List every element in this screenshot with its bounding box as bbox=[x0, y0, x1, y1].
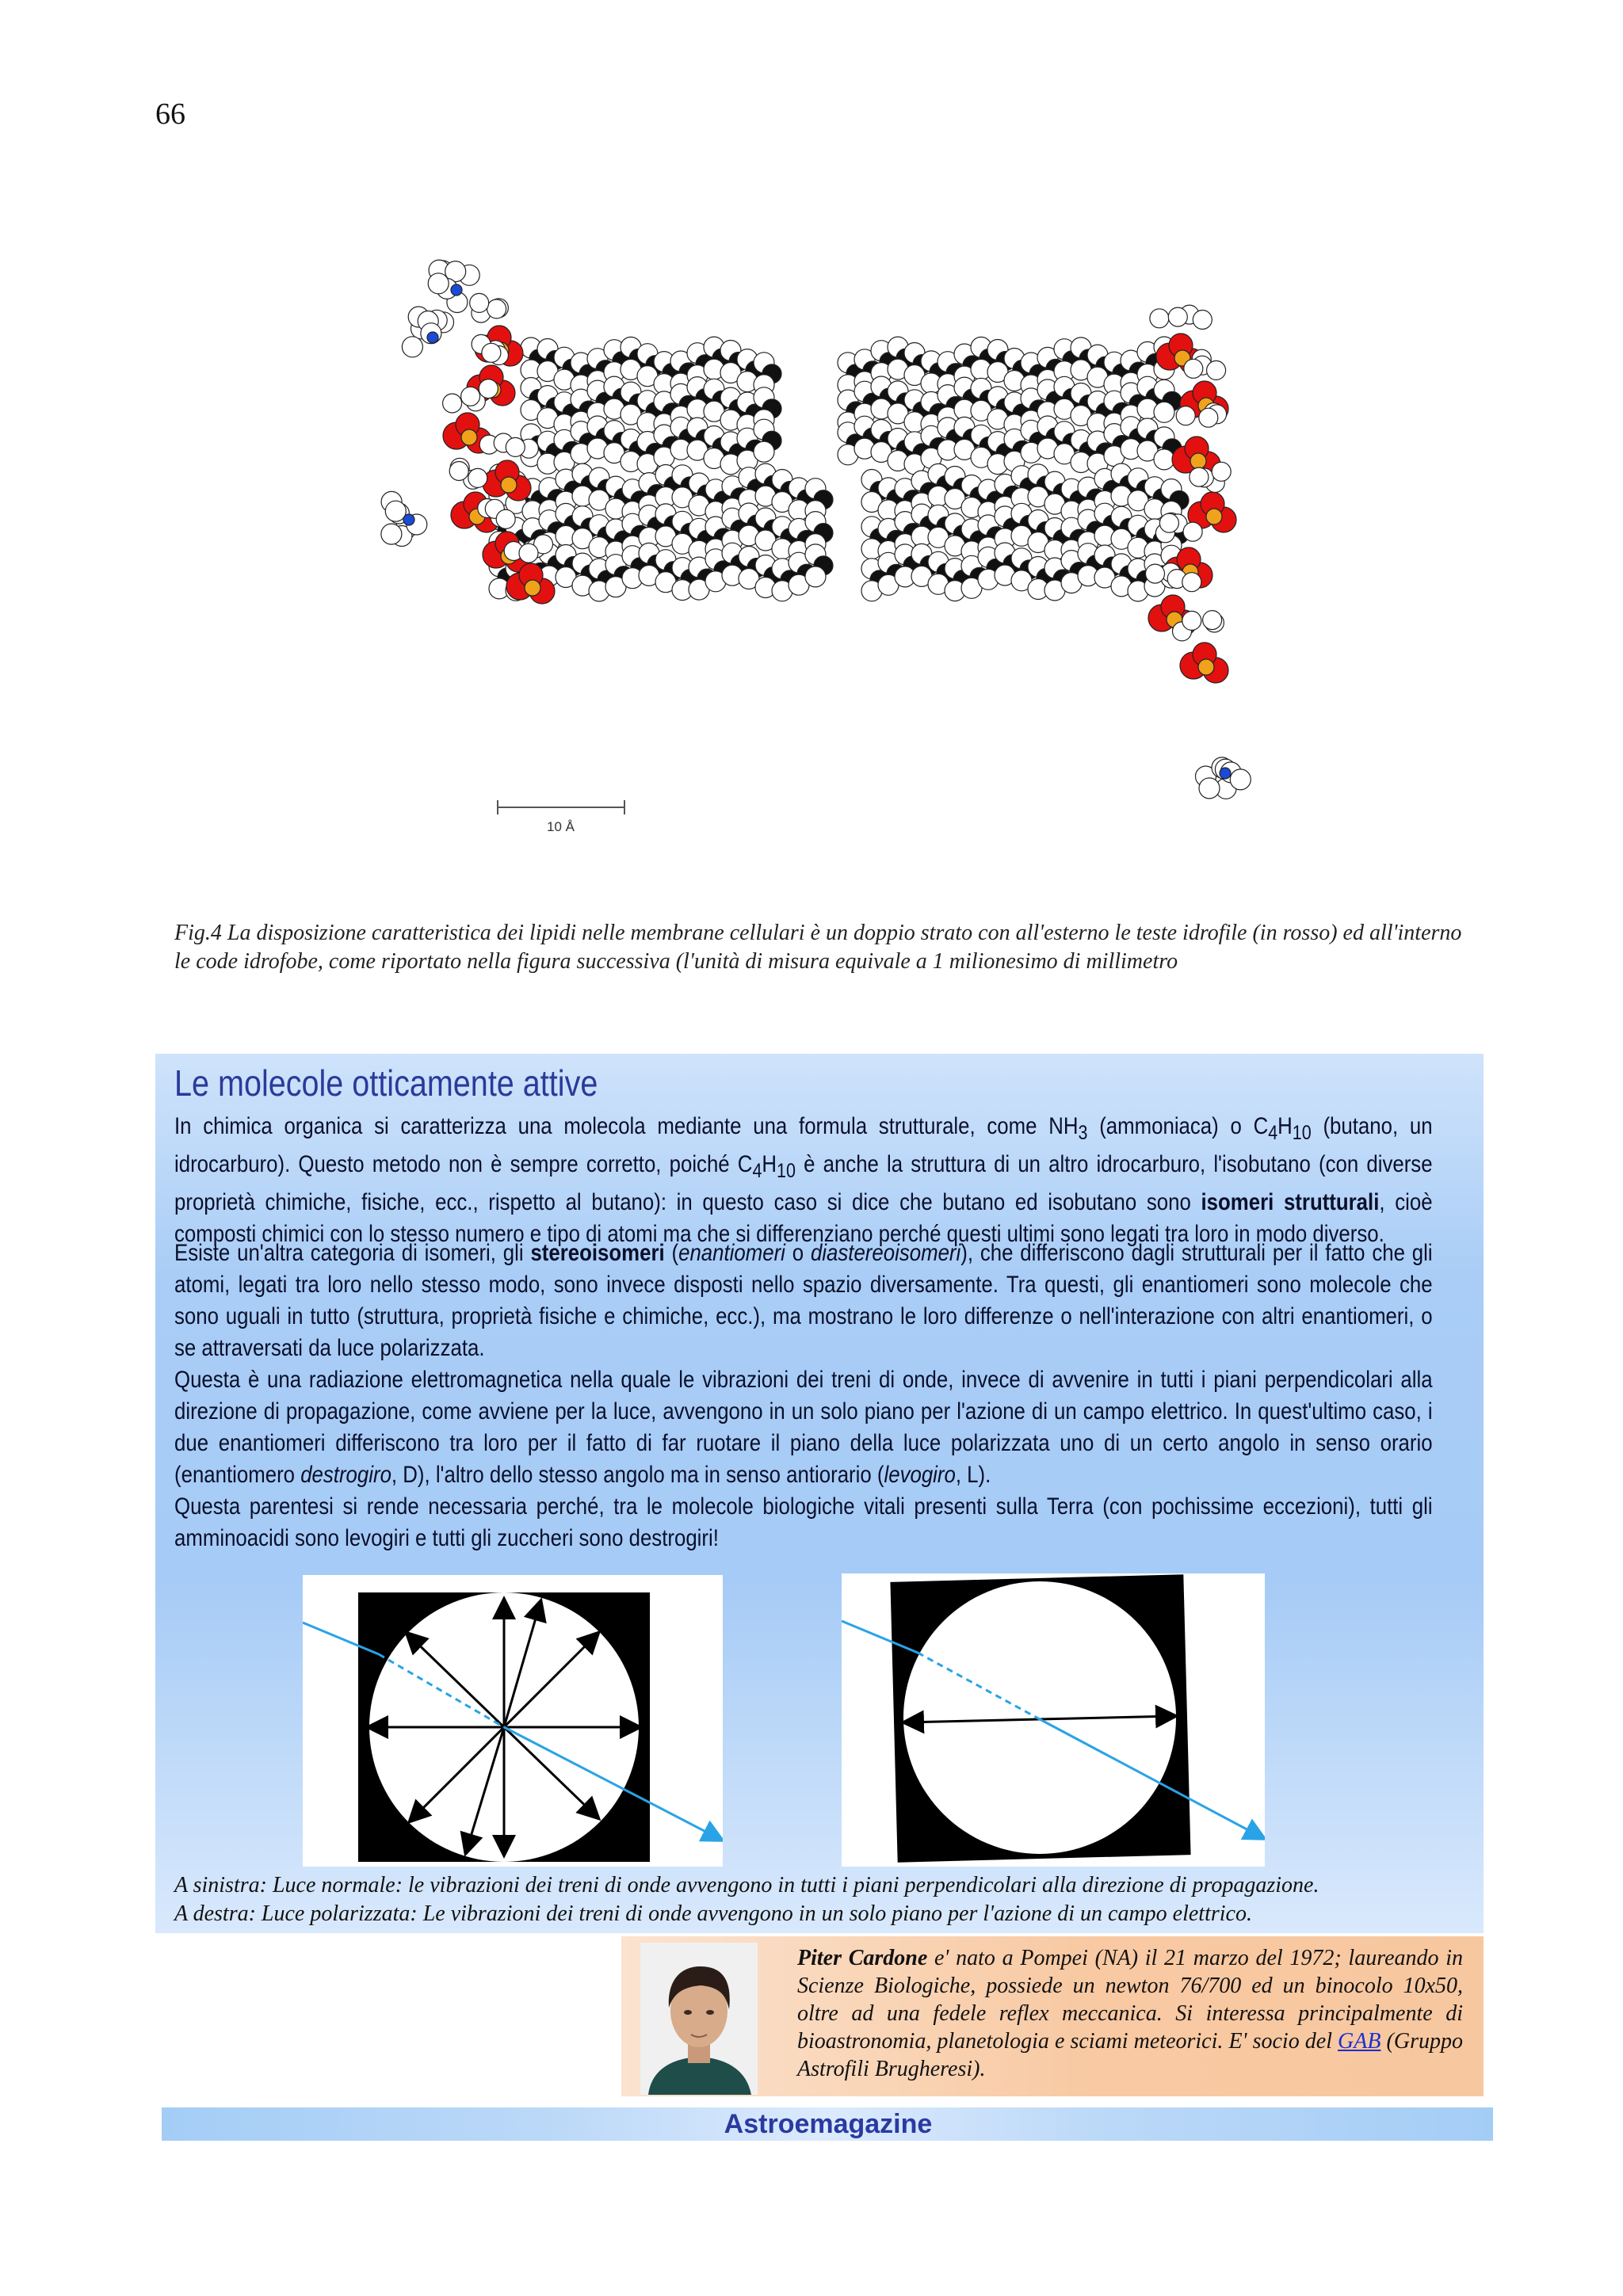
scale-label: 10 Å bbox=[547, 819, 575, 834]
author-bio: Piter Cardone e' nato a Pompei (NA) il 21 marzo del 1972; laureando in Scienze Biologiche, possiede un newton 76/700 ed un binocolo 10x50, oltre ad una fedele reflex meccanica. Si interessa principalmente di bioastronomia, planetologia e sciami meteorici. E' socio del GAB (Gruppo Astrofili Brugheresi). bbox=[797, 1946, 1463, 2081]
atom bbox=[519, 543, 538, 563]
atom bbox=[1168, 307, 1187, 326]
atom bbox=[1159, 513, 1178, 532]
author-name: Piter Cardone bbox=[797, 1946, 928, 1970]
term-stereoisomeri: stereoisomeri bbox=[530, 1240, 665, 1266]
atom bbox=[461, 429, 477, 445]
atom bbox=[1203, 611, 1222, 630]
atom bbox=[487, 299, 506, 318]
atom bbox=[449, 462, 468, 481]
atom bbox=[402, 337, 422, 357]
normal-light-diagram bbox=[303, 1575, 723, 1867]
atom bbox=[1154, 402, 1174, 422]
author-photo bbox=[640, 1943, 758, 2095]
diagram-caption-left: A sinistra: Luce normale: le vibrazioni dei treni di onde avvengono in tutti i piani perpendicolari alla direzione di propagazione. bbox=[174, 1873, 1319, 1897]
diagram-caption bbox=[174, 1871, 1490, 1928]
atom bbox=[754, 441, 774, 462]
paragraph-4: Questa parentesi si rende necessaria perché, tra le molecole biologiche vitali presenti sulla Terra (con pochissime eccezioni), tutti gli amminoacidi sono levogiri e tutti gli zuccheri sono destrogiri! bbox=[174, 1493, 1433, 1551]
atom bbox=[428, 273, 449, 294]
atom bbox=[1220, 768, 1231, 779]
atom bbox=[1176, 406, 1195, 425]
paragraph-1: In chimica organica si caratterizza una molecola mediante una formula strutturale, come $NH_3$ (ammoniaca) o $C_4H_{10}$ (butano, un idrocarburo). Questo metodo non è sempre corretto, poiché $C_4H_{10}$ è anche la struttura di un altro idrocarburo, l'isobutano (con diverse proprietà chimiche, fisiche, ecc., rispetto al butano): in questo caso si dice che butano ed isobutano sono isomeri strutturali, cioè composti chimici con lo stesso numero e tipo di atomi ma che si differenziano perché questi ultimi sono legati tra loro in modo diverso. bbox=[174, 1113, 1433, 1247]
atom bbox=[1183, 522, 1202, 541]
atom bbox=[1207, 360, 1226, 379]
atom bbox=[1154, 449, 1174, 470]
atom bbox=[385, 501, 406, 521]
footer-title: Astroemagazine bbox=[724, 2109, 933, 2139]
atom bbox=[1184, 359, 1203, 378]
page-number: 66 bbox=[155, 97, 185, 131]
atom bbox=[501, 477, 517, 493]
atom bbox=[1206, 509, 1222, 524]
atom bbox=[525, 580, 540, 596]
atom bbox=[506, 437, 525, 456]
atom bbox=[403, 514, 414, 525]
atom bbox=[468, 468, 487, 487]
paragraph-2: Esiste un'altra categoria di isomeri, gli stereoisomeri (enantiomeri o diastereoisomeri), che differiscono dagli strutturali per il fatto che gli atomi, legati tra loro nello stesso modo, sono invece disposti nello spazio diversamente. Tra questi, gli enantiomeri sono molecole che sono uguali in tutto (struttura, proprietà fisiche e chimiche, ecc.), ma mostrano le loro differenze o nell'interazione con altri enantiomeri, o se attraversati da luce polarizzata. bbox=[174, 1240, 1433, 1361]
atom bbox=[1190, 467, 1209, 486]
atom bbox=[479, 379, 498, 399]
atom bbox=[496, 509, 515, 528]
figure-caption: Fig.4 La disposizione caratteristica dei lipidi nelle membrane cellulari è un doppio strato con all'esterno le teste idrofile (in rosso) ed all'interno le code idrofobe, come riportato nella figura successiva (l'unità di misura equivale a 1 milionesimo di millimetro bbox=[174, 921, 1462, 974]
atom bbox=[461, 387, 480, 406]
term-isomeri-strutturali: isomeri strutturali bbox=[1201, 1189, 1380, 1215]
atom bbox=[443, 394, 462, 413]
atom bbox=[1146, 564, 1165, 583]
atom bbox=[1230, 769, 1251, 790]
atom bbox=[381, 524, 402, 544]
atom bbox=[805, 566, 826, 587]
atom bbox=[1212, 462, 1231, 481]
atom bbox=[1190, 453, 1206, 469]
atom bbox=[1193, 311, 1212, 330]
atom bbox=[482, 343, 501, 362]
polarized-light-diagram bbox=[842, 1573, 1265, 1867]
atom bbox=[1199, 778, 1220, 799]
atom bbox=[427, 332, 438, 343]
atom bbox=[1199, 408, 1218, 427]
lipid-atoms bbox=[381, 260, 1251, 799]
atom bbox=[1150, 309, 1169, 328]
lipid-bilayer-figure bbox=[380, 254, 1284, 919]
atom bbox=[470, 293, 489, 312]
atom bbox=[1182, 611, 1201, 630]
atom bbox=[1182, 573, 1201, 592]
gab-link[interactable]: GAB bbox=[1338, 2029, 1381, 2054]
diagram-caption-right: A destra: Luce polarizzata: Le vibrazioni dei treni di onde avvengono in un solo piano per l'azione di un campo elettrico. bbox=[174, 1901, 1252, 1926]
scale-bar bbox=[498, 800, 624, 834]
atom bbox=[451, 284, 462, 296]
article-title: Le molecole otticamente attive bbox=[174, 1062, 598, 1104]
paragraph-3: Questa è una radiazione elettromagnetica nella quale le vibrazioni dei treni di onde, invece di avvenire in tutti i piani perpendicolari alla direzione di propagazione, come avviene per la luce, avvengono in un solo piano per l'azione di un campo elettrico. In quest'ultimo caso, i due enantiomeri differiscono tra loro per il fatto di far ruotare il piano della luce polarizzata uno di un certo angolo in senso orario (enantiomero destrogiro, D), l'altro dello stesso angolo ma in senso antiorario (levogiro, L). bbox=[174, 1367, 1433, 1488]
atom bbox=[1198, 659, 1214, 675]
